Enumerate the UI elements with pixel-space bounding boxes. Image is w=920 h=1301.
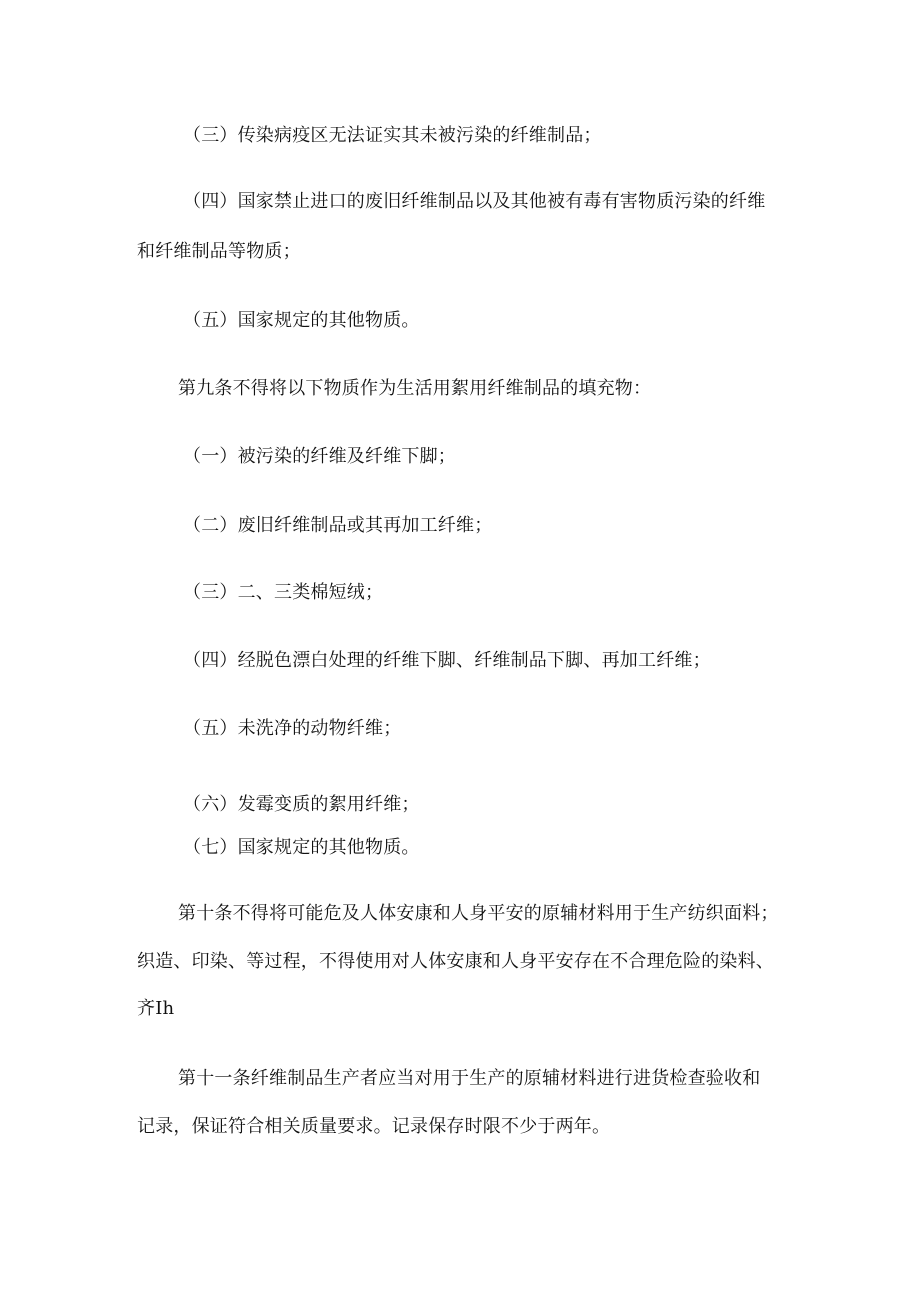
- text-line-article-11-continued: 记录，保证符合相关质量要求。记录保存时限不少于两年。: [137, 1116, 611, 1137]
- text-line-art9-item-7: （七）国家规定的其他物质。: [183, 837, 420, 858]
- text-line-art9-item-5: （五）未洗净的动物纤维；: [183, 718, 402, 739]
- text-line-art9-item-2: （二）废旧纤维制品或其再加工纤维；: [183, 515, 493, 536]
- text-line-art9-item-6: （六）发霉变质的絮用纤维；: [183, 794, 420, 815]
- text-line-article-10-fragment: 齐Ih: [137, 998, 175, 1019]
- text-line-art9-item-1: （一）被污染的纤维及纤维下脚；: [183, 446, 456, 467]
- text-line-item-3-contaminated-zone: （三）传染病疫区无法证实其未被污染的纤维制品；: [183, 125, 602, 146]
- text-line-item-4-continued: 和纤维制品等物质；: [137, 241, 301, 262]
- text-line-item-4-banned-imports: （四）国家禁止进口的废旧纤维制品以及其他被有毒有害物质污染的纤维: [183, 191, 766, 212]
- text-line-art9-item-4: （四）经脱色漂白处理的纤维下脚、纤维制品下脚、再加工纤维；: [183, 650, 711, 671]
- text-line-article-10: 第十条不得将可能危及人体安康和人身平安的原辅材料用于生产纺织面料；: [178, 903, 779, 924]
- text-line-item-5-other: （五）国家规定的其他物质。: [183, 310, 420, 331]
- text-line-art9-item-3: （三）二、三类棉短绒；: [183, 582, 384, 603]
- text-line-article-11: 第十一条纤维制品生产者应当对用于生产的原辅材料进行进货检查验收和: [178, 1068, 761, 1089]
- text-line-article-9: 第九条不得将以下物质作为生活用絮用纤维制品的填充物：: [178, 378, 652, 399]
- text-line-article-10-continued: 织造、印染、等过程，不得使用对人体安康和人身平安存在不合理危险的染料、: [137, 951, 774, 972]
